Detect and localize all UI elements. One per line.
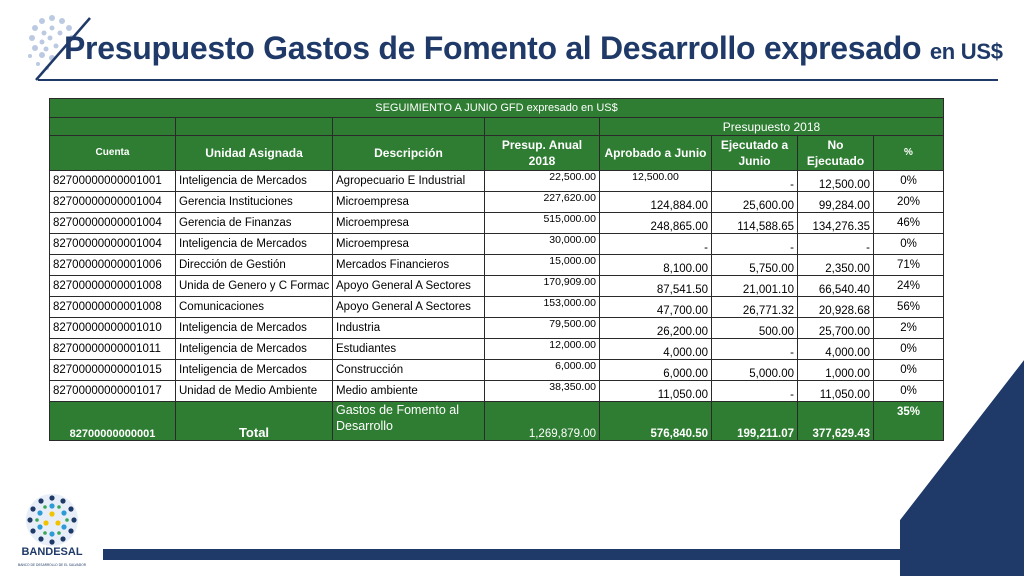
table-row bbox=[50, 192, 944, 213]
bandesal-logo-icon bbox=[14, 490, 90, 570]
column-header-row bbox=[50, 136, 944, 171]
cell-aprobado: 47,700.00 bbox=[600, 297, 712, 318]
cell-presup: 227,620.00 bbox=[485, 192, 600, 213]
header-pct: % bbox=[874, 136, 944, 171]
cell-cuenta: 82700000000001011 bbox=[50, 339, 176, 360]
cell-presup: 15,000.00 bbox=[485, 255, 600, 276]
cell-ejecutado: - bbox=[712, 381, 798, 402]
cell-cuenta: 82700000000001015 bbox=[50, 360, 176, 381]
title-underline bbox=[38, 79, 998, 81]
cell-aprobado: 8,100.00 bbox=[600, 255, 712, 276]
cell-descripcion: Medio ambiente bbox=[333, 381, 485, 402]
cell-ejecutado: - bbox=[712, 171, 798, 192]
total-row bbox=[50, 402, 944, 441]
table-row bbox=[50, 339, 944, 360]
cell-unidad: Inteligencia de Mercados bbox=[176, 234, 333, 255]
title-suffix: en US$ bbox=[929, 39, 1003, 64]
header-ejecutado: Ejecutado a Junio bbox=[712, 136, 798, 171]
cell-unidad: Unida de Genero y C Formac bbox=[176, 276, 333, 297]
table-row bbox=[50, 234, 944, 255]
cell-presup: 6,000.00 bbox=[485, 360, 600, 381]
footer-bar bbox=[103, 549, 1024, 560]
empty-header-cell bbox=[333, 118, 485, 136]
cell-pct: 0% bbox=[874, 381, 944, 402]
corner-decoration bbox=[880, 360, 1024, 576]
total-pct: 35% bbox=[874, 402, 944, 441]
cell-aprobado: 6,000.00 bbox=[600, 360, 712, 381]
header-aprobado: Aprobado a Junio bbox=[600, 136, 712, 171]
table-caption: SEGUIMIENTO A JUNIO GFD expresado en US$ bbox=[50, 99, 944, 118]
cell-descripcion: Apoyo General A Sectores bbox=[333, 276, 485, 297]
cell-aprobado: 124,884.00 bbox=[600, 192, 712, 213]
cell-descripcion: Agropecuario E Industrial bbox=[333, 171, 485, 192]
total-aprobado: 576,840.50 bbox=[600, 402, 712, 441]
cell-descripcion: Microempresa bbox=[333, 234, 485, 255]
cell-pct: 0% bbox=[874, 234, 944, 255]
cell-unidad: Dirección de Gestión bbox=[176, 255, 333, 276]
cell-unidad: Inteligencia de Mercados bbox=[176, 318, 333, 339]
cell-ejecutado: 5,750.00 bbox=[712, 255, 798, 276]
cell-no-ejecutado: 99,284.00 bbox=[798, 192, 874, 213]
cell-cuenta: 82700000000001006 bbox=[50, 255, 176, 276]
cell-presup: 30,000.00 bbox=[485, 234, 600, 255]
total-presup: 1,269,879.00 bbox=[485, 402, 600, 441]
cell-ejecutado: 114,588.65 bbox=[712, 213, 798, 234]
cell-cuenta: 82700000000001004 bbox=[50, 234, 176, 255]
table-row bbox=[50, 360, 944, 381]
cell-presup: 515,000.00 bbox=[485, 213, 600, 234]
header-descripcion: Descripción bbox=[333, 136, 485, 171]
cell-descripcion: Microempresa bbox=[333, 213, 485, 234]
group-header: Presupuesto 2018 bbox=[600, 118, 944, 136]
cell-no-ejecutado: 25,700.00 bbox=[798, 318, 874, 339]
group-header-row bbox=[50, 118, 944, 136]
cell-unidad: Gerencia de Finanzas bbox=[176, 213, 333, 234]
total-ejecutado: 199,211.07 bbox=[712, 402, 798, 441]
cell-no-ejecutado: 12,500.00 bbox=[798, 171, 874, 192]
total-cuenta: 82700000000001 bbox=[50, 402, 176, 441]
table-row bbox=[50, 171, 944, 192]
cell-no-ejecutado: 4,000.00 bbox=[798, 339, 874, 360]
header-unidad: Unidad Asignada bbox=[176, 136, 333, 171]
cell-pct: 2% bbox=[874, 318, 944, 339]
table-row bbox=[50, 213, 944, 234]
header-presup: Presup. Anual 2018 bbox=[485, 136, 600, 171]
cell-descripcion: Industria bbox=[333, 318, 485, 339]
cell-pct: 0% bbox=[874, 171, 944, 192]
cell-aprobado: - bbox=[600, 234, 712, 255]
cell-no-ejecutado: 11,050.00 bbox=[798, 381, 874, 402]
cell-pct: 56% bbox=[874, 297, 944, 318]
cell-ejecutado: 25,600.00 bbox=[712, 192, 798, 213]
total-no-ejecutado: 377,629.43 bbox=[798, 402, 874, 441]
cell-aprobado: 4,000.00 bbox=[600, 339, 712, 360]
cell-pct: 0% bbox=[874, 339, 944, 360]
cell-pct: 0% bbox=[874, 360, 944, 381]
empty-header-cell bbox=[50, 118, 176, 136]
table-caption-row bbox=[50, 99, 944, 118]
cell-unidad: Inteligencia de Mercados bbox=[176, 360, 333, 381]
table-row bbox=[50, 381, 944, 402]
title-main: Presupuesto Gastos de Fomento al Desarrollo expresado bbox=[64, 30, 922, 66]
table-row bbox=[50, 276, 944, 297]
cell-aprobado: 12,500.00 bbox=[600, 171, 712, 192]
page-title bbox=[64, 30, 1003, 67]
header-no-ejecutado: No Ejecutado bbox=[798, 136, 874, 171]
cell-descripcion: Apoyo General A Sectores bbox=[333, 297, 485, 318]
cell-cuenta: 82700000000001001 bbox=[50, 171, 176, 192]
cell-presup: 12,000.00 bbox=[485, 339, 600, 360]
cell-ejecutado: 500.00 bbox=[712, 318, 798, 339]
cell-cuenta: 82700000000001017 bbox=[50, 381, 176, 402]
empty-header-cell bbox=[176, 118, 333, 136]
cell-unidad: Unidad de Medio Ambiente bbox=[176, 381, 333, 402]
total-label: Total bbox=[176, 402, 333, 441]
table-row bbox=[50, 297, 944, 318]
cell-presup: 170,909.00 bbox=[485, 276, 600, 297]
cell-ejecutado: 21,001.10 bbox=[712, 276, 798, 297]
cell-ejecutado: 5,000.00 bbox=[712, 360, 798, 381]
budget-table bbox=[49, 98, 944, 441]
cell-no-ejecutado: 20,928.68 bbox=[798, 297, 874, 318]
cell-aprobado: 87,541.50 bbox=[600, 276, 712, 297]
cell-pct: 71% bbox=[874, 255, 944, 276]
cell-presup: 22,500.00 bbox=[485, 171, 600, 192]
cell-descripcion: Mercados Financieros bbox=[333, 255, 485, 276]
cell-cuenta: 82700000000001008 bbox=[50, 276, 176, 297]
cell-pct: 24% bbox=[874, 276, 944, 297]
cell-no-ejecutado: 2,350.00 bbox=[798, 255, 874, 276]
cell-cuenta: 82700000000001004 bbox=[50, 192, 176, 213]
brand-tagline: BANCO DE DESARROLLO DE EL SALVADOR bbox=[18, 563, 86, 567]
total-descripcion: Gastos de Fomento al Desarrollo bbox=[333, 402, 485, 441]
cell-ejecutado: - bbox=[712, 234, 798, 255]
cell-no-ejecutado: 1,000.00 bbox=[798, 360, 874, 381]
cell-aprobado: 26,200.00 bbox=[600, 318, 712, 339]
cell-aprobado: 248,865.00 bbox=[600, 213, 712, 234]
table-row bbox=[50, 255, 944, 276]
cell-no-ejecutado: 66,540.40 bbox=[798, 276, 874, 297]
cell-unidad: Comunicaciones bbox=[176, 297, 333, 318]
cell-presup: 38,350.00 bbox=[485, 381, 600, 402]
cell-descripcion: Microempresa bbox=[333, 192, 485, 213]
cell-pct: 20% bbox=[874, 192, 944, 213]
header-cuenta: Cuenta bbox=[50, 136, 176, 171]
cell-ejecutado: - bbox=[712, 339, 798, 360]
cell-ejecutado: 26,771.32 bbox=[712, 297, 798, 318]
cell-no-ejecutado: - bbox=[798, 234, 874, 255]
cell-cuenta: 82700000000001004 bbox=[50, 213, 176, 234]
cell-presup: 153,000.00 bbox=[485, 297, 600, 318]
cell-unidad: Inteligencia de Mercados bbox=[176, 339, 333, 360]
cell-cuenta: 82700000000001008 bbox=[50, 297, 176, 318]
brand-name: BANDESAL bbox=[21, 546, 83, 558]
cell-unidad: Gerencia Instituciones bbox=[176, 192, 333, 213]
cell-descripcion: Construcción bbox=[333, 360, 485, 381]
cell-descripcion: Estudiantes bbox=[333, 339, 485, 360]
table-row bbox=[50, 318, 944, 339]
cell-aprobado: 11,050.00 bbox=[600, 381, 712, 402]
cell-pct: 46% bbox=[874, 213, 944, 234]
cell-cuenta: 82700000000001010 bbox=[50, 318, 176, 339]
cell-unidad: Inteligencia de Mercados bbox=[176, 171, 333, 192]
cell-presup: 79,500.00 bbox=[485, 318, 600, 339]
empty-header-cell bbox=[485, 118, 600, 136]
cell-no-ejecutado: 134,276.35 bbox=[798, 213, 874, 234]
